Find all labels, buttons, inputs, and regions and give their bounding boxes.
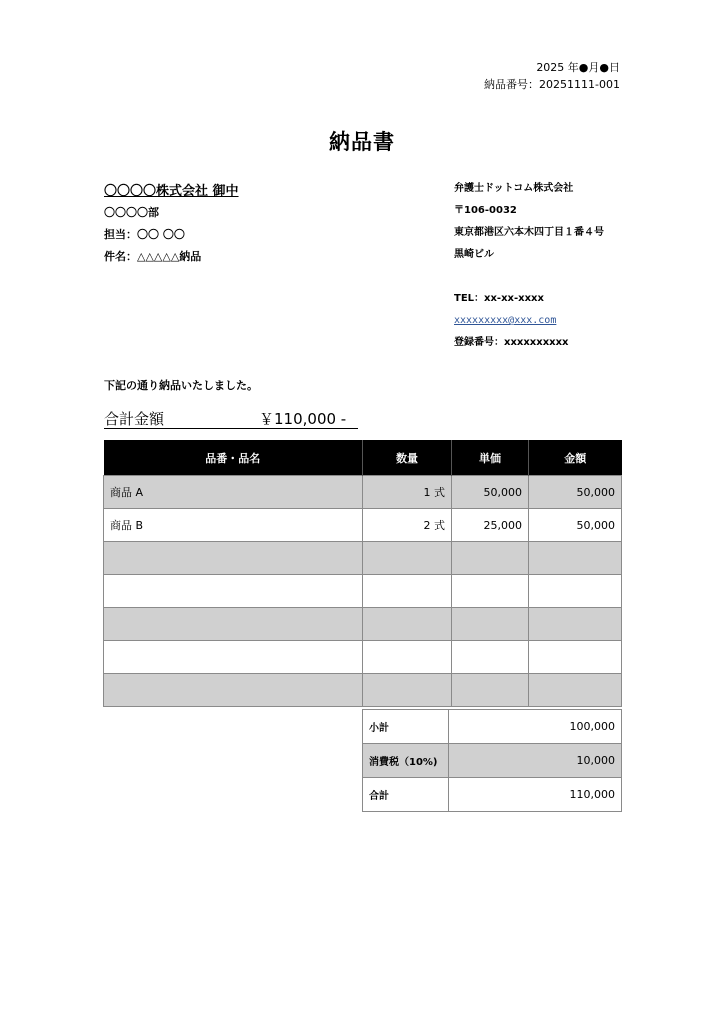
client-person: 担当：〇〇 〇〇: [104, 228, 185, 241]
item-unit-price: [452, 674, 529, 707]
total-amount-label: 合計金額: [104, 410, 165, 428]
grand-total-value: 110,000: [449, 778, 622, 812]
item-quantity: 2 式: [363, 509, 452, 542]
client-department: 〇〇〇〇部: [104, 206, 159, 219]
item-name: 商品 A: [104, 476, 363, 509]
subtotal-value: 100,000: [449, 710, 622, 744]
item-name: 商品 B: [104, 509, 363, 542]
table-row: [104, 575, 622, 608]
issuer-company: 弁護士ドットコム株式会社: [454, 183, 574, 194]
tax-label: 消費税（10%): [363, 744, 449, 778]
grand-total-label: 合計: [363, 778, 449, 812]
header-amount: 金額: [529, 440, 622, 476]
header-unit-price: 単価: [452, 440, 529, 476]
item-quantity: [363, 542, 452, 575]
item-amount: [529, 641, 622, 674]
item-name: [104, 674, 363, 707]
table-row: [104, 641, 622, 674]
grand-total-row: [363, 778, 622, 812]
page-title: 納品書: [329, 130, 395, 154]
issuer-block: [454, 180, 604, 356]
issue-date: 2025 年●月●日: [536, 61, 620, 74]
item-name: [104, 608, 363, 641]
item-unit-price: 50,000: [452, 476, 529, 509]
client-name: 〇〇〇〇株式会社 御中: [104, 184, 239, 199]
delivery-number: 納品番号：20251111-001: [484, 78, 620, 91]
item-amount: 50,000: [529, 476, 622, 509]
tax-value: 10,000: [449, 744, 622, 778]
doc-header: [484, 59, 620, 93]
subtotal-label: 小計: [363, 710, 449, 744]
table-row: [104, 476, 622, 509]
item-amount: [529, 608, 622, 641]
item-quantity: [363, 575, 452, 608]
item-unit-price: [452, 641, 529, 674]
item-amount: [529, 674, 622, 707]
header-item-name: 品番・品名: [104, 440, 363, 476]
delivery-subject: 件名：△△△△△納品: [104, 250, 202, 263]
client-block: [104, 180, 239, 268]
item-amount: [529, 575, 622, 608]
item-unit-price: 25,000: [452, 509, 529, 542]
item-quantity: 1 式: [363, 476, 452, 509]
item-name: [104, 575, 363, 608]
items-table: [103, 440, 622, 707]
item-unit-price: [452, 575, 529, 608]
issuer-postal: 〒106-0032: [454, 205, 517, 216]
issuer-address2: 黒崎ビル: [454, 249, 494, 260]
item-quantity: [363, 608, 452, 641]
tax-row: [363, 744, 622, 778]
item-quantity: [363, 674, 452, 707]
issuer-email-link[interactable]: xxxxxxxxx@xxx.com: [454, 315, 557, 326]
summary-table: [362, 709, 622, 812]
table-row: [104, 509, 622, 542]
table-header-row: [104, 440, 622, 476]
item-amount: 50,000: [529, 509, 622, 542]
item-amount: [529, 542, 622, 575]
header-quantity: 数量: [363, 440, 452, 476]
total-amount-value: ￥110,000 -: [259, 410, 347, 428]
issuer-registration: 登録番号：xxxxxxxxxx: [454, 337, 569, 348]
item-unit-price: [452, 542, 529, 575]
item-quantity: [363, 641, 452, 674]
subtotal-row: [363, 710, 622, 744]
table-row: [104, 674, 622, 707]
item-unit-price: [452, 608, 529, 641]
total-amount-row: [104, 408, 358, 429]
table-row: [104, 542, 622, 575]
issuer-tel: TEL：xx-xx-xxxx: [454, 293, 544, 304]
item-name: [104, 641, 363, 674]
item-name: [104, 542, 363, 575]
issuer-address1: 東京都港区六本木四丁目１番４号: [454, 227, 604, 238]
delivery-message: 下記の通り納品いたしました。: [104, 379, 258, 392]
table-row: [104, 608, 622, 641]
